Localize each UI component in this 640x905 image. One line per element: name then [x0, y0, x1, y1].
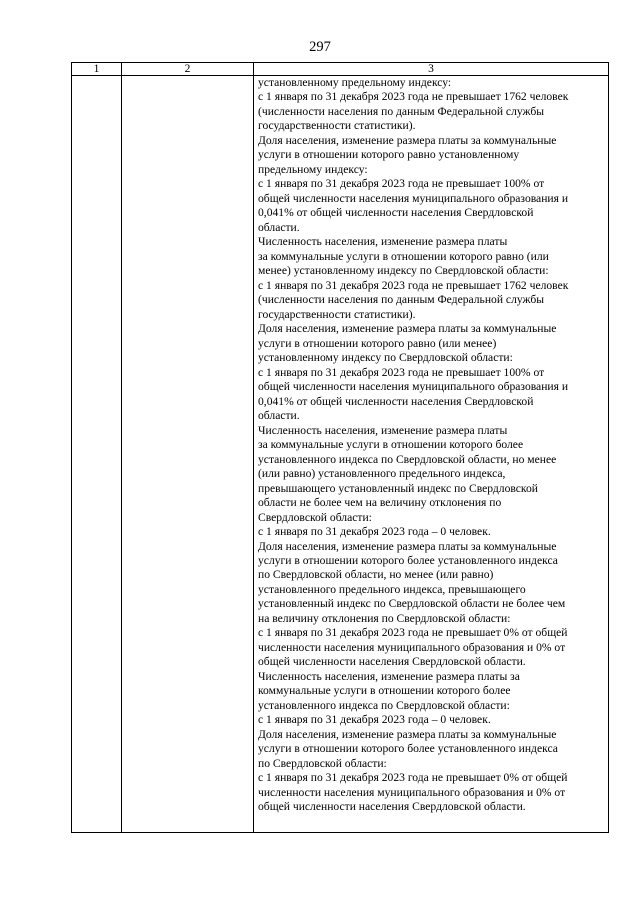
text-line: Численность населения, изменение размера платы [258, 423, 508, 437]
text-line: Доля населения, изменение размера платы за коммунальные [258, 133, 557, 147]
text-line: установленного индекса по Свердловской области: [258, 698, 510, 712]
table-cell-col3 [254, 76, 609, 833]
text-line: численности населения муниципального образования и 0% от [258, 640, 566, 654]
text-line: с 1 января по 31 декабря 2023 года – 0 человек. [258, 525, 491, 539]
column-header-2: 2 [122, 63, 254, 76]
text-line: области. [258, 220, 300, 234]
text-line: с 1 января по 31 декабря 2023 года не превышает 0% от общей [258, 626, 568, 640]
document-table [71, 62, 609, 833]
text-line: установленного индекса по Свердловской области, но менее [258, 452, 557, 466]
text-line: общей численности населения Свердловской области. [258, 800, 526, 814]
text-line: предельному индексу: [258, 162, 368, 176]
text-line: Доля населения, изменение размера платы за коммунальные [258, 727, 557, 741]
text-line: услуги в отношении которого равно (или менее) [258, 336, 497, 350]
text-line: установленный индекс по Свердловской области не более чем [258, 597, 566, 611]
table-row [72, 76, 609, 833]
text-line: услуги в отношении которого более установленного индекса [258, 742, 558, 756]
text-line: Численность населения, изменение размера платы за [258, 669, 520, 683]
text-line: установленному предельному индексу: [258, 76, 452, 89]
text-line: превышающего установленный индекс по Свердловской [258, 481, 538, 495]
text-line: 0,041% от общей численности населения Свердловской [258, 206, 534, 220]
text-line: менее) установленному индексу по Свердловской области: [258, 264, 549, 278]
table-cell-col1 [72, 76, 122, 833]
text-line: по Свердловской области, но менее (или равно) [258, 568, 494, 582]
text-line: (численности населения по данным Федеральной службы [258, 104, 545, 118]
column-header-3: 3 [254, 63, 609, 76]
text-line: общей численности населения муниципального образования и [258, 380, 569, 394]
text-line: (или равно) установленного предельного индекса, [258, 467, 506, 481]
text-line: Доля населения, изменение размера платы за коммунальные [258, 539, 557, 553]
column-header-1: 1 [72, 63, 122, 76]
text-line: коммунальные услуги в отношении которого более [258, 684, 511, 698]
text-line: за коммунальные услуги в отношении которого более [258, 438, 524, 452]
text-line: с 1 января по 31 декабря 2023 года не превышает 0% от общей [258, 771, 568, 785]
text-line: общей численности населения муниципального образования и [258, 191, 569, 205]
text-line: (численности населения по данным Федеральной службы [258, 293, 545, 307]
text-line: с 1 января по 31 декабря 2023 года не превышает 100% от [258, 177, 545, 191]
text-line: численности населения муниципального образования и 0% от [258, 785, 566, 799]
table-cell-col2 [122, 76, 254, 833]
text-line: с 1 января по 31 декабря 2023 года – 0 человек. [258, 713, 491, 727]
page-number: 297 [309, 39, 331, 55]
text-line: за коммунальные услуги в отношении которого равно (или [258, 249, 549, 263]
text-line: государственности статистики). [258, 307, 416, 321]
text-line: услуги в отношении которого более установленного индекса [258, 553, 558, 567]
table-header-row [72, 63, 609, 76]
text-line: с 1 января по 31 декабря 2023 года не превышает 1762 человек [258, 90, 569, 104]
text-line: 0,041% от общей численности населения Свердловской [258, 394, 534, 408]
text-line: Численность населения, изменение размера платы [258, 235, 508, 249]
text-line: установленному индексу по Свердловской области: [258, 351, 513, 365]
text-line: на величину отклонения по Свердловской области: [258, 611, 511, 625]
text-line: государственности статистики). [258, 119, 416, 133]
text-line: области не более чем на величину отклонения по [258, 496, 502, 510]
text-line: Доля населения, изменение размера платы за коммунальные [258, 322, 557, 336]
text-line: общей численности населения Свердловской области. [258, 655, 526, 669]
text-line: установленного предельного индекса, превышающего [258, 582, 526, 596]
text-line: Свердловской области: [258, 510, 372, 524]
text-line: области. [258, 409, 300, 423]
text-line: услуги в отношении которого равно установленному [258, 148, 520, 162]
text-line: с 1 января по 31 декабря 2023 года не превышает 100% от [258, 365, 545, 379]
text-line: с 1 января по 31 декабря 2023 года не превышает 1762 человек [258, 278, 569, 292]
cell-text-block [254, 76, 608, 815]
text-line: по Свердловской области: [258, 756, 387, 770]
